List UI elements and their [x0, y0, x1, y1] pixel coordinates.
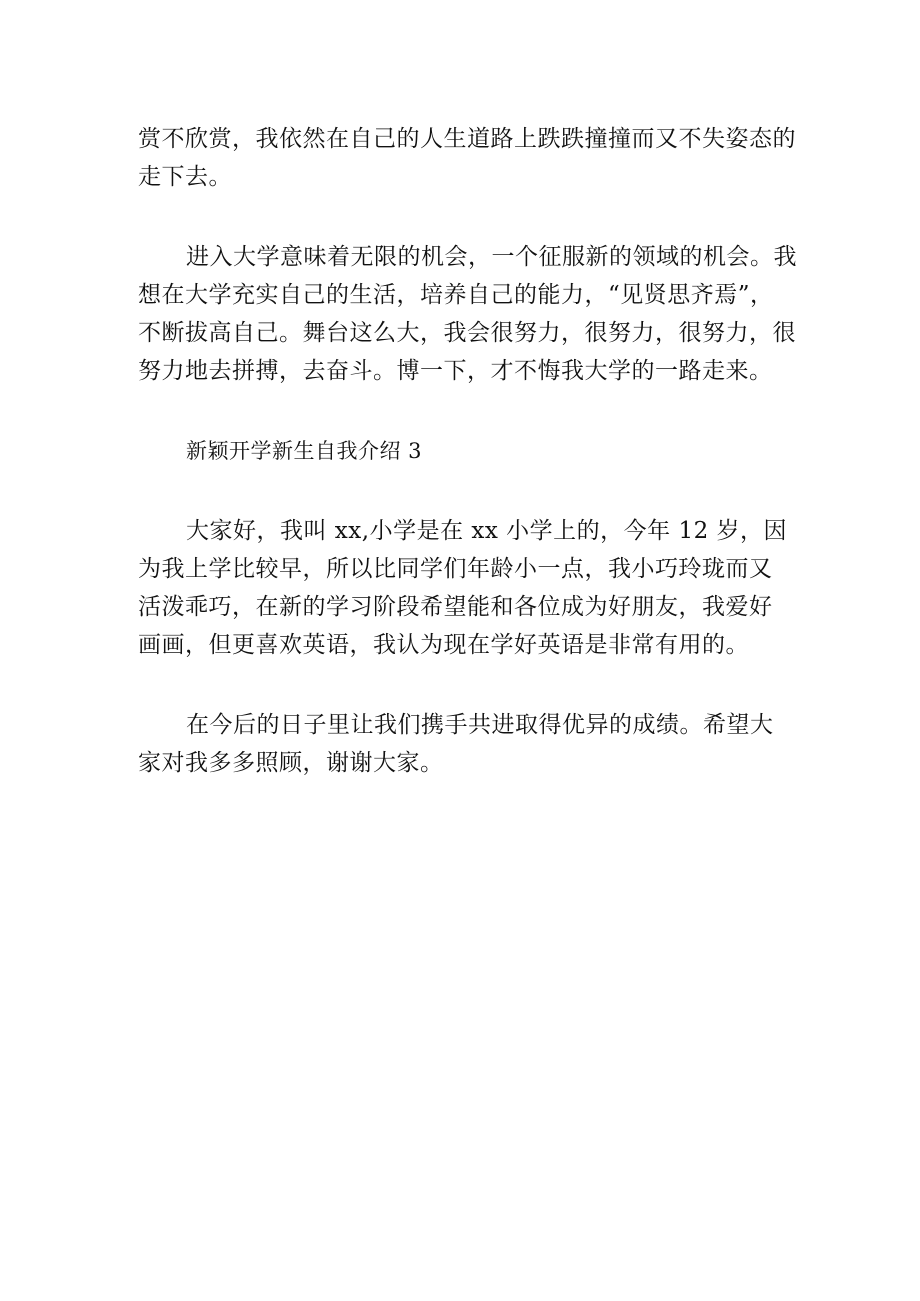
text-line: 进入大学意味着无限的机会，一个征服新的领域的机会。我 [186, 244, 797, 270]
text-line: 大家好，我叫 xx,小学是在 xx 小学上的，今年 12 岁，因 [186, 518, 788, 544]
text-line: 活泼乖巧，在新的学习阶段希望能和各位成为好朋友，我爱好 [138, 594, 773, 620]
text-line: 在今后的日子里让我们携手共进取得优异的成绩。希望大 [186, 712, 774, 738]
document-body [138, 120, 798, 824]
paragraph-continuation [138, 120, 798, 196]
text-line: 想在大学充实自己的生活，培养自己的能力，“见贤思齐焉”， [138, 282, 774, 308]
paragraph-university [138, 238, 798, 390]
text-line: 努力地去拼搏，去奋斗。博一下，才不悔我大学的一路走来。 [138, 358, 773, 384]
paragraph-introduction [138, 512, 798, 664]
paragraph-closing [138, 706, 798, 782]
text-line: 画画，但更喜欢英语，我认为现在学好英语是非常有用的。 [138, 632, 749, 658]
section-heading: 新颖开学新生自我介绍 3 [186, 439, 423, 463]
text-line: 家对我多多照顾，谢谢大家。 [138, 750, 444, 776]
text-line: 为我上学比较早，所以比同学们年龄小一点，我小巧玲珑而又 [138, 556, 773, 582]
text-line: 走下去。 [138, 164, 232, 190]
text-line: 赏不欣赏，我依然在自己的人生道路上跌跌撞撞而又不失姿态的 [138, 126, 796, 152]
text-line: 不断拔高自己。舞台这么大，我会很努力，很努力，很努力，很 [138, 320, 796, 346]
